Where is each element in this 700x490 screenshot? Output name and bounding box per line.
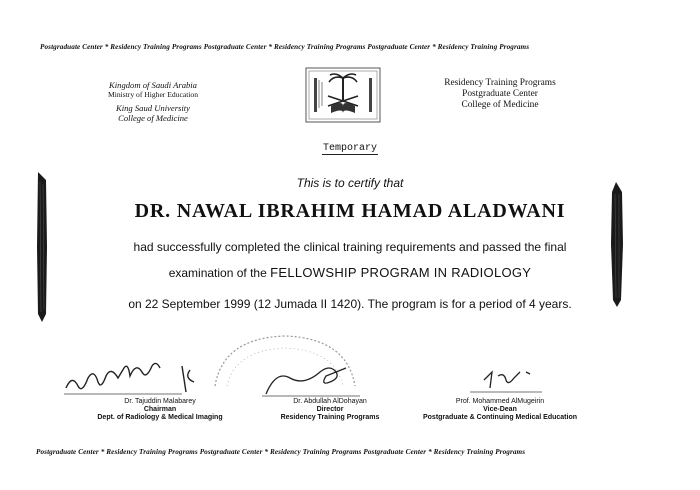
university-seal <box>302 66 384 124</box>
signatory-1-dept: Dept. of Radiology & Medical Imaging <box>97 414 223 421</box>
signatory-3-title: Vice-Dean <box>483 406 517 413</box>
border-top <box>40 43 660 51</box>
body-line-3: on 22 September 1999 (12 Jumada II 1420). The program is for a period of 4 years. <box>128 297 572 311</box>
program-name: FELLOWSHIP PROGRAM IN RADIOLOGY <box>270 265 532 280</box>
border-bottom-text-1: Postgraduate Center * Residency Training Programs <box>36 448 198 456</box>
signatory-2-dept: Residency Training Programs <box>280 414 380 421</box>
border-top-text-3: Postgraduate Center * Residency Training Programs <box>367 43 530 51</box>
signatory-2-title: Director <box>316 406 344 413</box>
temporary-label <box>0 143 700 154</box>
right-header-line2: Postgraduate Center <box>462 89 538 99</box>
right-header <box>420 78 580 111</box>
recipient-name: DR. NAWAL IBRAHIM HAMAD ALADWANI <box>134 200 566 222</box>
border-bottom-text-3: Postgraduate Center * Residency Training Programs <box>363 448 526 456</box>
border-bottom <box>36 448 656 456</box>
signatory-1-title: Chairman <box>143 406 177 413</box>
left-header-line1: Kingdom of Saudi Arabia <box>109 80 197 90</box>
signatory-2-name: Dr. Abdullah AlDohayan <box>293 398 367 405</box>
signature-2 <box>258 360 368 403</box>
signatory-1 <box>75 398 245 422</box>
body-line-1: had successfully completed the clinical training requirements and passed the final <box>133 240 567 254</box>
right-header-line3: College of Medicine <box>461 100 539 110</box>
body-line-2-prefix: examination of the <box>168 266 267 280</box>
signature-1 <box>62 358 212 403</box>
signatory-1-name: Dr. Tajuddin Malabarey <box>124 398 196 405</box>
signatory-2 <box>245 398 415 422</box>
signatory-3-dept: Postgraduate & Continuing Medical Education <box>422 414 577 421</box>
signatory-3-name: Prof. Mohammed AlMugeirin <box>455 398 545 405</box>
border-bottom-text-2: Postgraduate Center * Residency Training Programs <box>199 448 362 456</box>
border-top-text-1: Postgraduate Center * Residency Training Programs <box>40 43 202 51</box>
left-header <box>78 80 228 123</box>
left-header-line2: Ministry of Higher Education <box>107 90 199 99</box>
body-line-2 <box>0 265 700 280</box>
temporary-text: Temporary <box>322 143 377 154</box>
signature-3 <box>468 362 548 401</box>
right-header-line1: Residency Training Programs <box>444 78 556 88</box>
left-header-line3: King Saud University <box>116 103 190 113</box>
certify-line: This is to certify that <box>296 176 404 190</box>
left-header-line4: College of Medicine <box>118 113 188 123</box>
border-top-text-2: Postgraduate Center * Residency Training Programs <box>203 43 366 51</box>
signatory-3 <box>405 398 595 422</box>
